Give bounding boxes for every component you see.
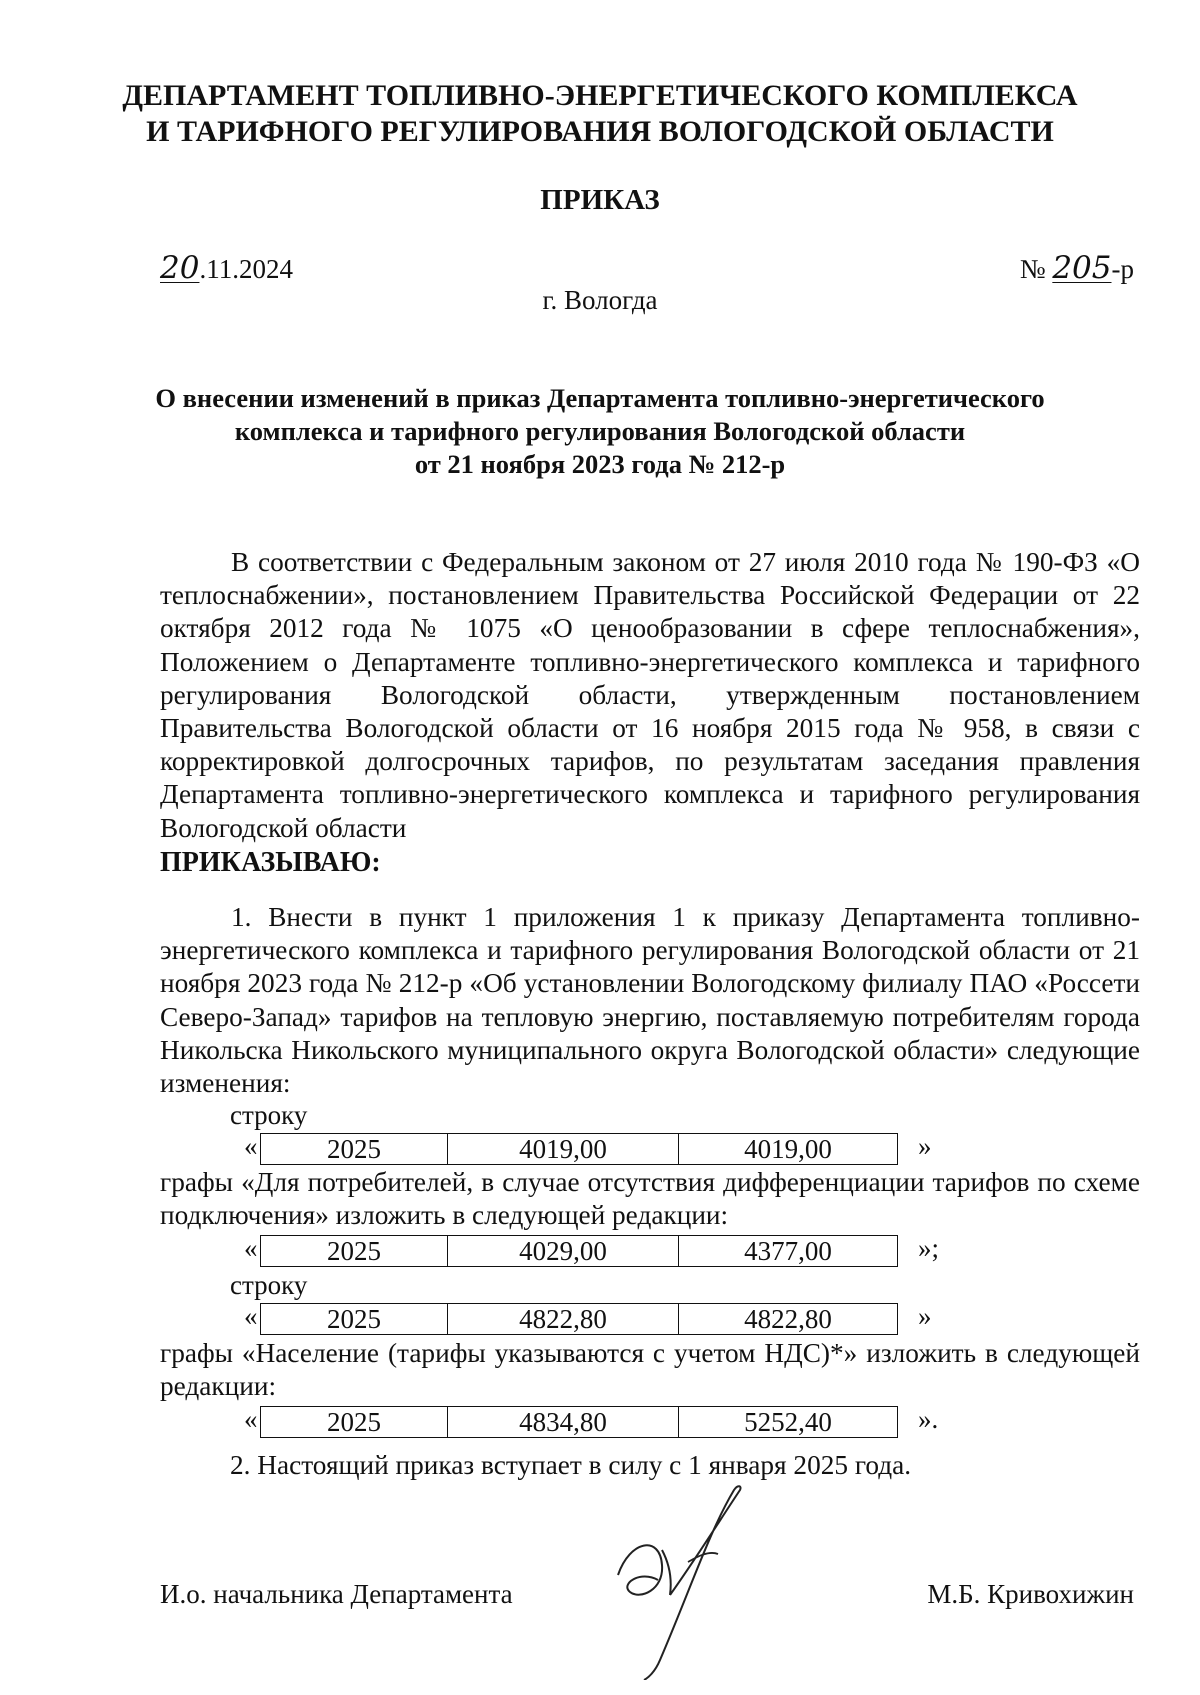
subject-line-3: от 21 ноября 2023 года № 212-р xyxy=(414,449,786,479)
date-day-handwritten: 20 xyxy=(160,250,200,286)
subject-line-1: О внесении изменений в приказ Департамента топливно-энергетического xyxy=(155,383,1045,413)
quote-open: « xyxy=(244,1233,258,1263)
quote-open: « xyxy=(244,1131,258,1161)
tariff-h2-cell: 5252,40 xyxy=(744,1407,832,1437)
quote-open: « xyxy=(244,1404,258,1434)
row-label: строку xyxy=(230,1100,308,1130)
quote-close: »; xyxy=(918,1233,940,1263)
signatory-position: И.о. начальника Департамента xyxy=(160,1579,513,1609)
tariff-h1-cell: 4834,80 xyxy=(448,1407,679,1437)
subject-line-2: комплекса и тарифного регулирования Вологодской области xyxy=(234,416,966,446)
quote-open: « xyxy=(244,1301,258,1331)
tariff-cells xyxy=(260,1133,898,1165)
preamble-paragraph: В соответствии с Федеральным законом от 27 июля 2010 года № 190-ФЗ «О теплоснабжении», постановлением Правительства Российской Федерации от 22 октября 2012 года № 1075 «О ценообразовании в сфере теплоснабжения», Положением о Департаменте топливно-энергетического комплекса и тарифного регулирования Вологодской области, утвержденным постановлением Правительства Вологодской области от 16 ноября 2015 года № 958, в связи с корректировкой долгосрочных тарифов, по результатам заседания правления Департамента топливно-энергетического комплекса и тарифного регулирования Вологодской области xyxy=(160,547,1140,843)
item-1-paragraph: 1. Внести в пункт 1 приложения 1 к приказу Департамента топливно-энергетического комплекса и тарифного регулирования Вологодской области от 21 ноября 2023 года № 212-р «Об установлении Вологодскому филиалу ПАО «Россети Северо-Запад» тарифов на тепловую энергию, поставляемую потребителям города Никольска Никольского муниципального округа Вологодской области» следующие изменения: xyxy=(160,902,1140,1099)
year-cell: 2025 xyxy=(261,1304,448,1334)
tariff-cells xyxy=(260,1406,898,1438)
department-line-2: И ТАРИФНОГО РЕГУЛИРОВАНИЯ ВОЛОГОДСКОЙ ОБЛАСТИ xyxy=(146,115,1054,148)
handwritten-signature xyxy=(600,1480,800,1680)
decree-word: ПРИКАЗЫВАЮ: xyxy=(160,847,381,878)
tariff-h2-cell: 4822,80 xyxy=(744,1304,832,1334)
signatory-name: М.Б. Кривохижин xyxy=(927,1579,1134,1609)
row-label: строку xyxy=(230,1270,308,1300)
department-line-1: ДЕПАРТАМЕНТ ТОПЛИВНО-ЭНЕРГЕТИЧЕСКОГО КОМПЛЕКСА xyxy=(122,79,1078,112)
city: г. Вологда xyxy=(542,285,658,315)
tariff-h1-cell: 4822,80 xyxy=(448,1304,679,1334)
tariff-cells xyxy=(260,1303,898,1335)
quote-close: » xyxy=(918,1301,932,1331)
tariff-h2-cell: 4377,00 xyxy=(744,1236,832,1266)
year-cell: 2025 xyxy=(261,1236,448,1266)
item-2-paragraph: 2. Настоящий приказ вступает в силу с 1 января 2025 года. xyxy=(230,1450,912,1480)
column-1-instruction: графы «Для потребителей, в случае отсутствия дифференциации тарифов по схеме подключения» изложить в следующей редакции: xyxy=(160,1167,1140,1231)
tariff-h1-cell: 4029,00 xyxy=(448,1236,679,1266)
date-rest: .11.2024 xyxy=(199,254,293,284)
quote-close: » xyxy=(918,1131,932,1161)
number-suffix: -р xyxy=(1111,254,1134,284)
order-subject xyxy=(100,382,1100,481)
number-value-handwritten: 205 xyxy=(1052,250,1112,286)
quote-close: ». xyxy=(918,1404,939,1434)
number-prefix: № xyxy=(1019,254,1053,284)
tariff-h1-cell: 4019,00 xyxy=(448,1134,679,1164)
year-cell: 2025 xyxy=(261,1407,448,1437)
order-title: ПРИКАЗ xyxy=(540,184,660,216)
tariff-cells xyxy=(260,1235,898,1267)
order-date xyxy=(160,250,293,286)
order-number xyxy=(1020,250,1134,286)
department-header xyxy=(0,78,1200,150)
column-2-instruction: графы «Население (тарифы указываются с учетом НДС)*» изложить в следующей редакции: xyxy=(160,1338,1140,1402)
year-cell: 2025 xyxy=(261,1134,448,1164)
tariff-h2-cell: 4019,00 xyxy=(744,1134,832,1164)
